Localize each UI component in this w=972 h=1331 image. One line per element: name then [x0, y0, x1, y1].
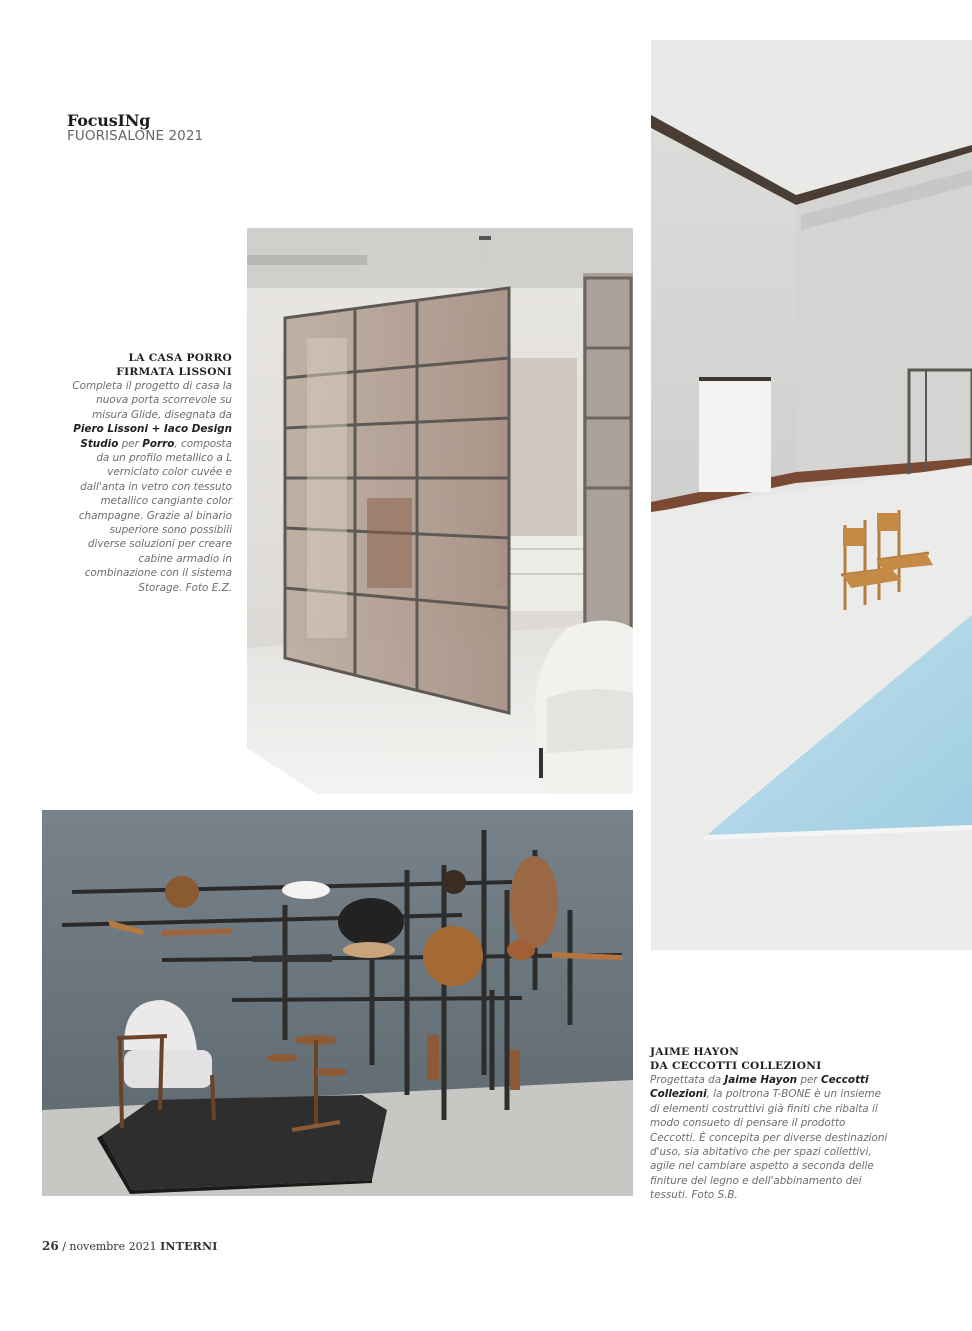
caption-ceccotti-designer: Jaime Hayon [724, 1074, 798, 1086]
caption-porro-body-part: Completa il progetto di casa la nuova porta scorrevole su misura Glide, disegnata da [72, 380, 232, 421]
caption-ceccotti-body-part: , la poltrona T-BONE è un insieme di elementi costruttivi già finiti che ribalta il modo consueto di pensare il prodotto Ceccotti. È concepita per diverse destinazioni d'uso, sia abitativo che per spazi collettivi, agile nel cambiare aspetto a seconda delle finiture del legno e dell'abbinamento dei tessuti. Foto S.B. [650, 1088, 888, 1202]
caption-ceccotti-body-part: per [797, 1074, 821, 1086]
caption-ceccotti [650, 1045, 890, 1203]
photo-pool-hall [651, 40, 972, 950]
caption-ceccotti-title-line2: DA CECCOTTI COLLEZIONI [650, 1060, 822, 1072]
caption-porro [70, 351, 232, 595]
footer-date: novembre 2021 [69, 1240, 161, 1253]
section-subtitle: FUORISALONE 2021 [67, 128, 204, 144]
caption-ceccotti-brand: Ceccotti Collezioni [650, 1074, 869, 1101]
caption-porro-designer: Piero Lissoni + Iaco Design Studio [73, 423, 232, 450]
caption-porro-brand: Porro [142, 437, 175, 450]
caption-ceccotti-body-part: Progettata da [650, 1074, 725, 1086]
caption-porro-title-line2: FIRMATA LISSONI [116, 366, 232, 378]
magazine-name: INTERNI [160, 1240, 218, 1253]
section-brand: FocusINg [67, 111, 151, 130]
caption-porro-body-part: per [118, 437, 143, 450]
page-number: 26 [42, 1239, 59, 1253]
caption-porro-title-line1: LA CASA PORRO [128, 352, 232, 364]
section-header [67, 112, 203, 143]
caption-porro-body-part: , composta da un profilo metallico a L verniciato color cuvée e dall'anta in vetro con tessuto metallico cangiante color champagne. Grazie al binario superiore sono possibili diverse soluzioni per creare cabine armadio in combinazione con il sistema Storage. Foto E.Z. [78, 437, 232, 594]
caption-ceccotti-title-line1: JAIME HAYON [650, 1046, 740, 1058]
photo-ceccotti-installation [42, 810, 633, 1196]
footer-separator: / [58, 1240, 70, 1253]
photo-porro-sliding-door [247, 228, 633, 794]
page-footer [42, 1239, 218, 1253]
